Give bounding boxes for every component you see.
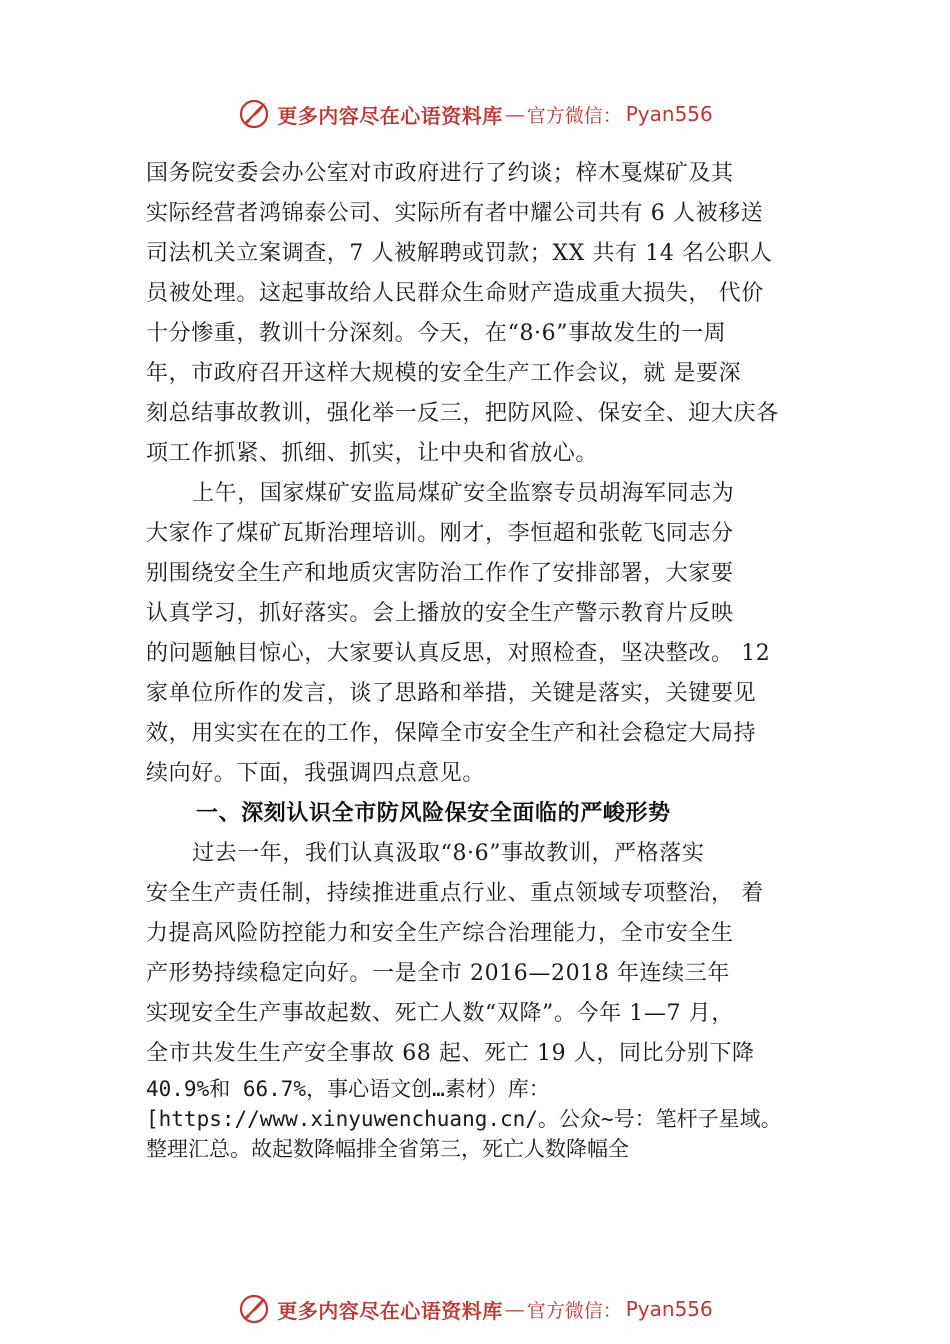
header-separator: — <box>504 102 525 126</box>
text-line: 效，用实实在在的工作，保障全市安全生产和社会稳定大局持 <box>146 721 757 746</box>
text-line: 续向好。下面，我强调四点意见。 <box>146 761 486 786</box>
text-line: 司法机关立案调查，7 人被解聘或罚款；XX 共有 14 名公职人 <box>146 241 773 266</box>
text-line: 认真学习，抓好落实。会上播放的安全生产警示教育片反映 <box>146 601 734 626</box>
paragraph-3 <box>146 834 836 1164</box>
text-line: 别围绕安全生产和地质灾害防治工作作了安排部署，大家要 <box>146 561 734 586</box>
text-line: 家单位所作的发言，谈了思路和举措，关键是落实，关键要见 <box>146 681 757 706</box>
text-line: 实际经营者鸿锦泰公司、实际所有者中耀公司共有 6 人被移送 <box>146 201 764 226</box>
paragraph-2 <box>146 474 836 794</box>
paragraph-1 <box>146 154 836 474</box>
text-line: 刻总结事故教训，强化举一反三，把防风险、保安全、迎大庆各 <box>146 401 779 426</box>
page-footer <box>0 1289 950 1329</box>
text-line: 十分惨重，教训十分深刻。今天，在“8·6”事故发生的一周 <box>146 321 727 346</box>
quill-logo-icon <box>237 97 271 131</box>
header-site-name: 更多内容尽在心语资料库 <box>277 103 503 128</box>
text-line: 实现安全生产事故起数、死亡人数“双降”。今年 1—7 月， <box>146 1001 734 1026</box>
header-wechat-id: Pyan556 <box>625 102 713 126</box>
text-line: 年，市政府召开这样大规模的安全生产工作会议，就 是要深 <box>146 361 742 386</box>
text-line: 整理汇总。故起数降幅排全省第三，死亡人数降幅全 <box>146 1137 629 1161</box>
header-wechat-label: 官方微信： <box>526 104 622 127</box>
section-heading: 一、深刻认识全市防风险保安全面临的严峻形势 <box>196 801 671 826</box>
text-line: 力提高风险防控能力和安全生产综合治理能力，全市安全生 <box>146 921 734 946</box>
quill-logo-icon <box>237 1292 271 1326</box>
text-line: 全市共发生生产安全事故 68 起、死亡 19 人，同比分别下降 <box>146 1041 755 1066</box>
document-body <box>146 154 836 1164</box>
text-line: 上午，国家煤矿安监局煤矿安全监察专员胡海军同志为 <box>192 481 735 506</box>
text-line: 安全生产责任制，持续推进重点行业、重点领域专项整治， 着 <box>146 881 764 906</box>
text-line: 项工作抓紧、抓细、抓实，让中央和省放心。 <box>146 441 599 466</box>
text-line: 产形势持续稳定向好。一是全市 2016—2018 年连续三年 <box>146 961 730 986</box>
text-line: 国务院安委会办公室对市政府进行了约谈；梓木戛煤矿及其 <box>146 161 734 186</box>
text-line: [https://www.xinyuwenchuang.cn/。公众~号：笔杆子星域。 <box>146 1107 782 1131</box>
page-header <box>0 94 950 134</box>
footer-separator: — <box>504 1297 525 1321</box>
footer-wechat-label: 官方微信： <box>526 1299 622 1322</box>
footer-wechat-id: Pyan556 <box>625 1297 713 1321</box>
text-line: 大家作了煤矿瓦斯治理培训。刚才，李恒超和张乾飞同志分 <box>146 521 734 546</box>
text-line: 过去一年，我们认真汲取“8·6”事故教训，严格落实 <box>192 841 705 866</box>
text-line: 的问题触目惊心，大家要认真反思，对照检查，坚决整改。 12 <box>146 641 771 666</box>
text-line: 员被处理。这起事故给人民群众生命财产造成重大损失， 代价 <box>146 281 764 306</box>
footer-site-name: 更多内容尽在心语资料库 <box>277 1298 503 1323</box>
text-line: 40.9%和 66.7%，事心语文创…素材）库： <box>146 1077 550 1101</box>
